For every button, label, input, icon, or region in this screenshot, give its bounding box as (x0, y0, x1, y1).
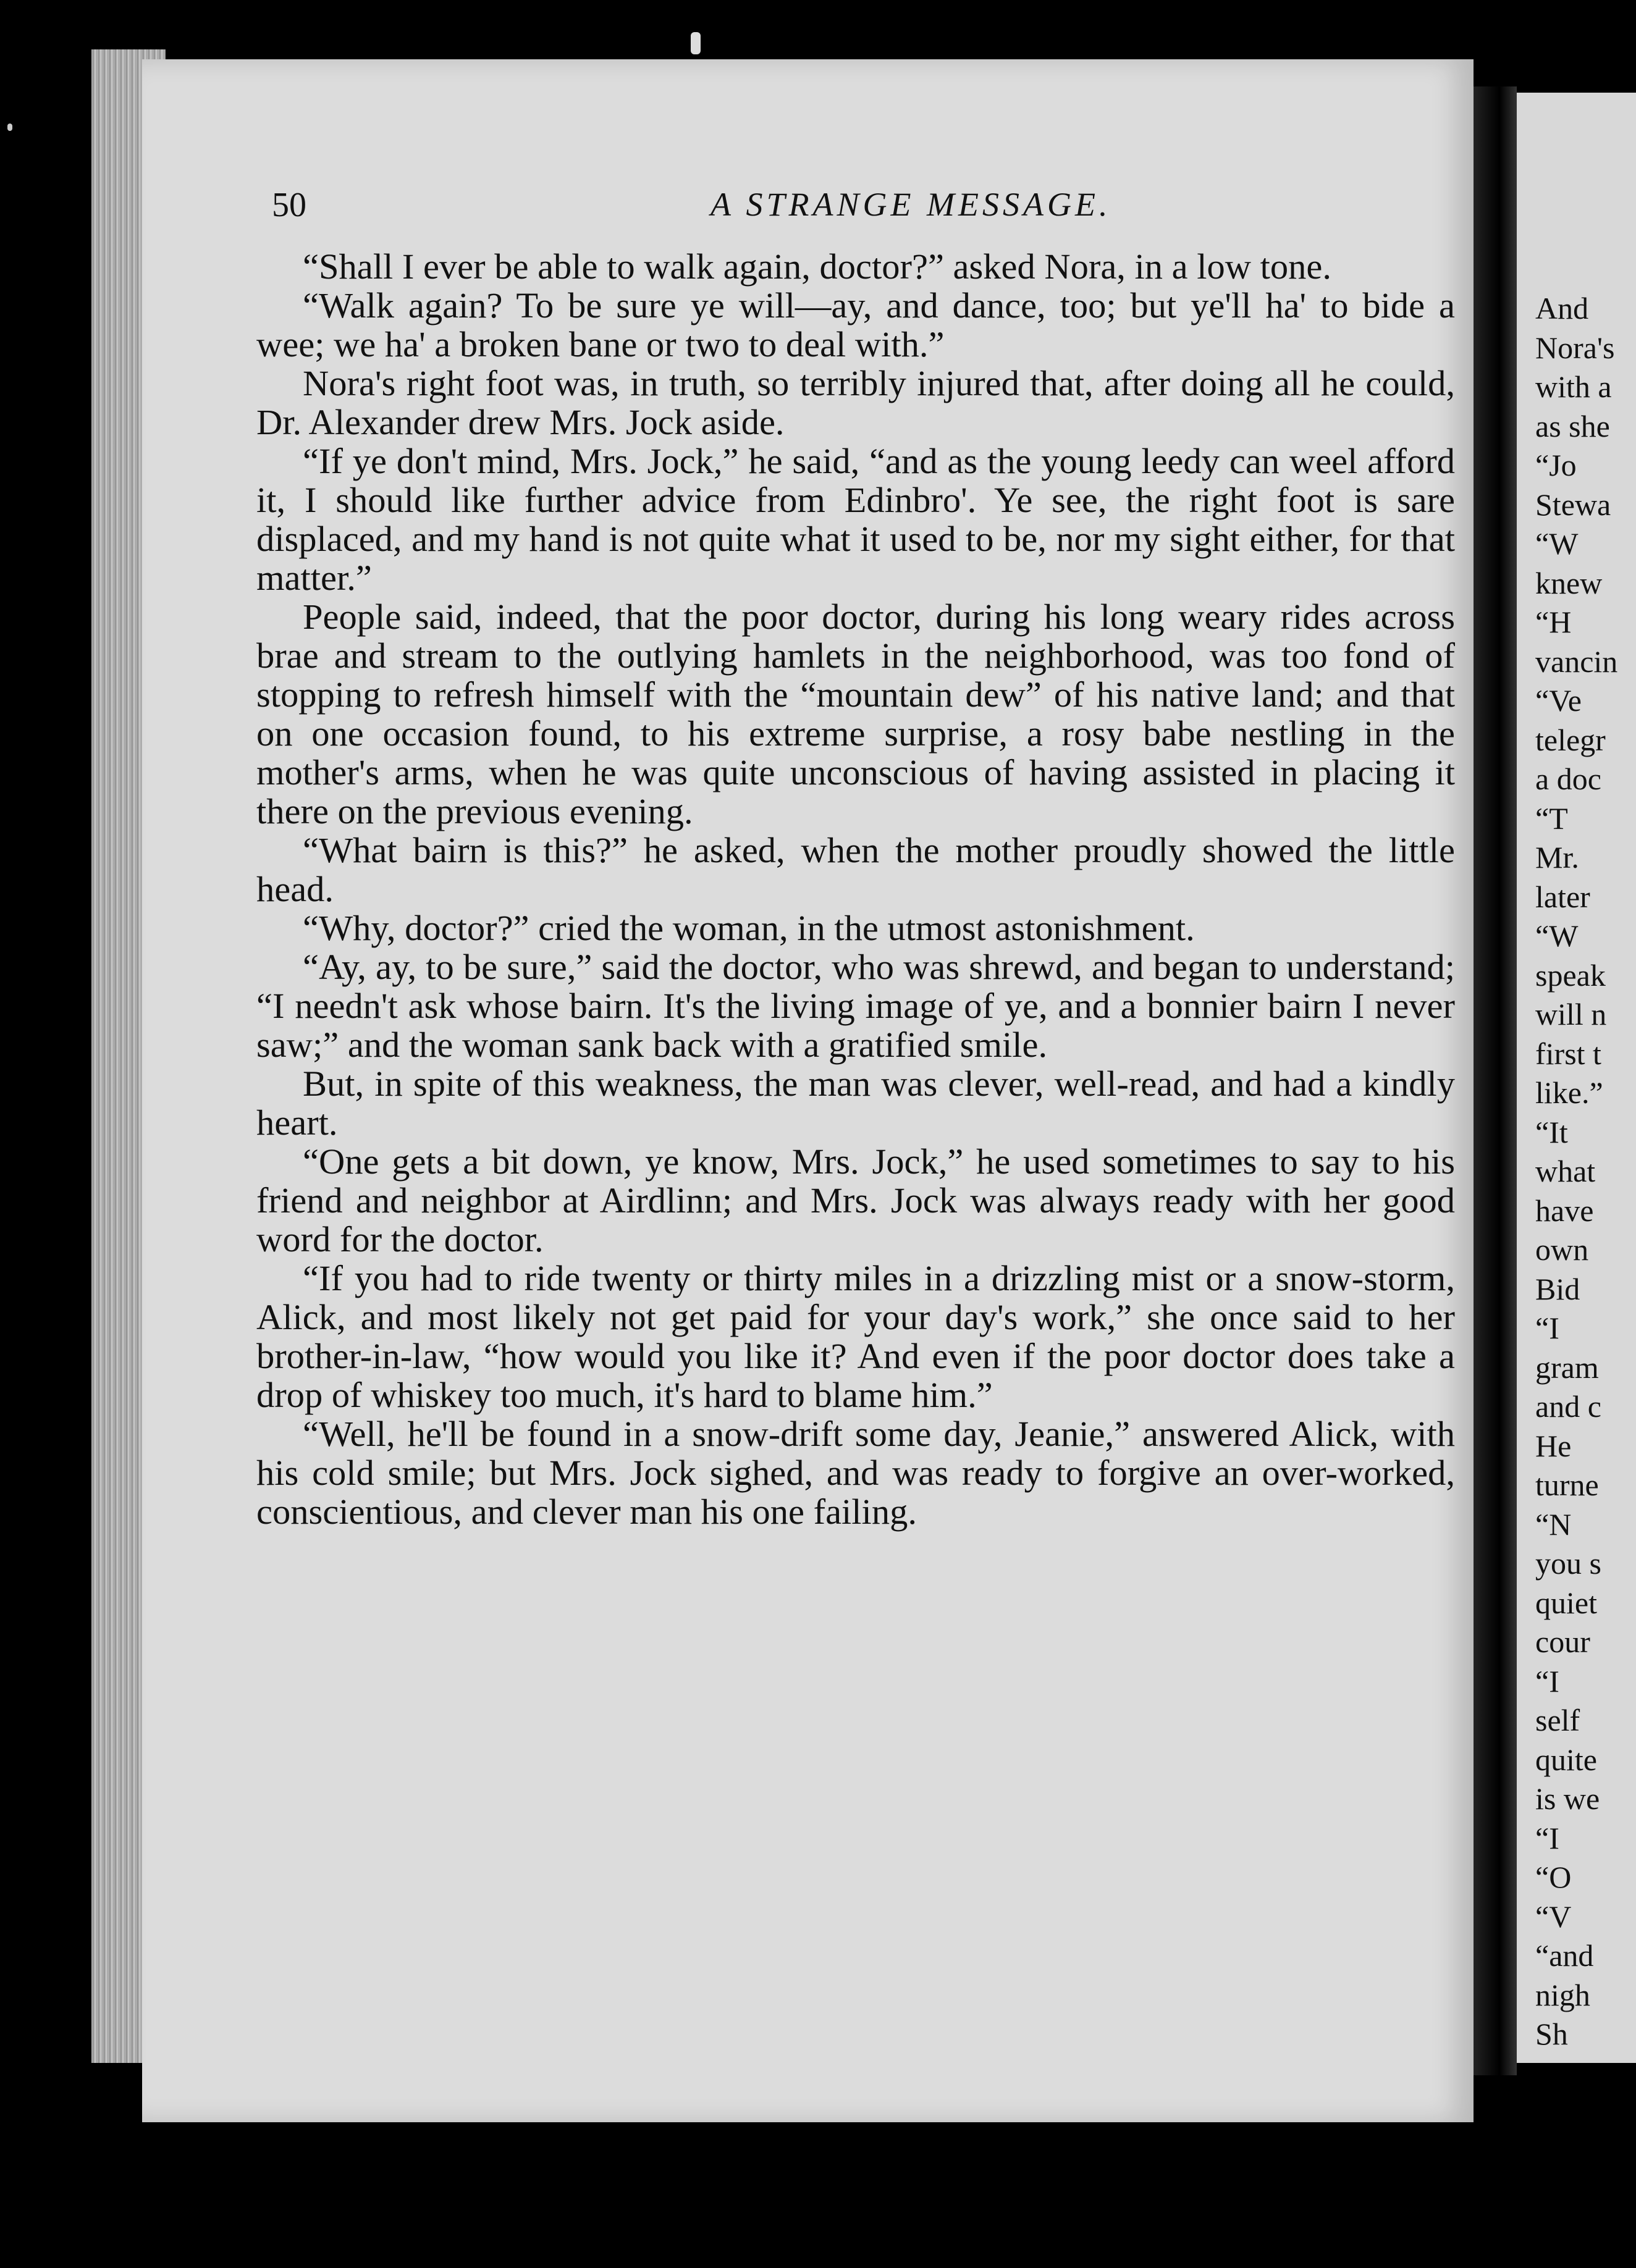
facing-page-line: Stewa (1535, 487, 1611, 522)
binding-mark (691, 32, 701, 54)
page-header (0, 185, 1636, 235)
facing-page-line: “I (1535, 1820, 1559, 1855)
facing-page-line: self (1535, 1703, 1580, 1737)
facing-page-line: “H (1535, 605, 1572, 639)
paragraph: “What bairn is this?” he asked, when the mother proudly showed the little head. (256, 830, 1455, 909)
facing-page-line: with a (1535, 369, 1612, 404)
facing-page-line: first t (1535, 1036, 1601, 1071)
facing-page-line: “V (1535, 1899, 1572, 1934)
facing-page-line: turne (1535, 1468, 1599, 1502)
paragraph: People said, indeed, that the poor doctor, during his long weary rides across brae and stream to the outlying hamlets in the neighborhood, was too fond of stopping to refresh himself with the “mountain dew” of his native land; and that on one occasion found, to his extreme surprise, a rosy babe nestling in the mother's arms, when he was quite unconscious of having assisted in placing it there on the previous evening. (256, 597, 1455, 831)
facing-page-line: Bid (1535, 1271, 1580, 1306)
facing-page-line: will n (1535, 997, 1607, 1031)
facing-page-line: speak (1535, 957, 1606, 993)
facing-page-line: quite (1535, 1742, 1597, 1777)
facing-page-line: own (1535, 1232, 1589, 1267)
facing-page-line: “and (1535, 1938, 1594, 1973)
facing-page-line: And (1535, 291, 1589, 326)
facing-page-line: later (1535, 879, 1590, 914)
facing-page-line: “N (1535, 1506, 1572, 1542)
facing-page-line: what (1535, 1154, 1596, 1188)
facing-page-line: “W (1535, 526, 1579, 561)
running-title: A STRANGE MESSAGE. (710, 186, 1111, 223)
dust-speck (7, 124, 12, 131)
facing-page-line: “I (1535, 1311, 1559, 1345)
facing-page-line: “O (1535, 1860, 1572, 1894)
facing-page-line: have (1535, 1193, 1594, 1228)
paragraph: Nora's right foot was, in truth, so terribly injured that, after doing all he could, Dr. Alexander drew Mrs. Jock aside. (256, 363, 1455, 442)
facing-page-line: quiet (1535, 1585, 1597, 1620)
facing-page-line: and c (1535, 1389, 1601, 1424)
facing-page-line: Mr. (1535, 840, 1579, 875)
paragraph: “Well, he'll be found in a snow-drift some day, Jeanie,” answered Alick, with his cold smile; but Mrs. Jock sighed, and was ready to forgive an over-worked, conscientious, and clever man his one failing. (256, 1414, 1455, 1532)
facing-page-line: Nora's (1535, 330, 1615, 365)
paragraph: “Shall I ever be able to walk again, doctor?” asked Nora, in a low tone. (303, 246, 1331, 287)
facing-page-line: cour (1535, 1624, 1590, 1659)
facing-page-line: telegr (1535, 722, 1606, 757)
paragraph: “If ye don't mind, Mrs. Jock,” he said, “and as the young leedy can weel afford it, I should like further advice from Edinbro'. Ye see, the right foot is sare displaced, and my hand is not quite what it used to be, nor my sight either, for that matter.” (256, 441, 1455, 598)
facing-page-line: is we (1535, 1781, 1600, 1816)
paragraph: But, in spite of this weakness, the man was clever, well-read, and had a kindly heart. (256, 1064, 1455, 1143)
facing-page-line: nigh (1535, 1977, 1590, 2012)
facing-page-line: He (1535, 1428, 1572, 1463)
paragraph: “Walk again? To be sure ye will—ay, and dance, too; but ye'll ha' to bide a wee; we ha' a broken bane or two to deal with.” (256, 285, 1455, 364)
facing-page-line: as she (1535, 408, 1610, 443)
page-number: 50 (272, 186, 306, 224)
facing-page-line: “Ve (1535, 683, 1582, 718)
facing-page-line: “It (1535, 1114, 1568, 1149)
facing-page-line: knew (1535, 565, 1603, 600)
facing-page-line: “T (1535, 800, 1568, 836)
facing-page-line: vancin (1535, 644, 1618, 679)
body-text (256, 247, 1455, 1531)
facing-page-line: Sh (1535, 2017, 1568, 2051)
paragraph: “If you had to ride twenty or thirty miles in a drizzling mist or a snow-storm, Alick, and most likely not get paid for your day's work,” she once said to her brother-in-law, “how would you like it? And even if the poor doctor does take a drop of whiskey too much, it's hard to blame him.” (256, 1258, 1455, 1415)
facing-page-line: like.” (1535, 1075, 1603, 1110)
paragraph: “Ay, ay, to be sure,” said the doctor, who was shrewd, and began to understand; “I needn't ask whose bairn. It's the living image of ye, and a bonnier bairn I never saw;” and the woman sank back with a gratified smile. (256, 947, 1455, 1065)
facing-page-line: “W (1535, 918, 1579, 953)
facing-page-line: you s (1535, 1546, 1601, 1581)
paragraph: “One gets a bit down, ye know, Mrs. Jock,” he used sometimes to say to his friend and neighbor at Airdlinn; and Mrs. Jock was always ready with her good word for the doctor. (256, 1141, 1455, 1259)
facing-page-line: a doc (1535, 762, 1601, 796)
facing-page-line: “I (1535, 1663, 1559, 1699)
facing-page-line: “Jo (1535, 448, 1577, 482)
facing-page-line: gram (1535, 1350, 1599, 1385)
book-gutter (1474, 86, 1517, 2075)
paragraph: “Why, doctor?” cried the woman, in the utmost astonishment. (303, 908, 1195, 948)
facing-page (1517, 93, 1636, 2063)
